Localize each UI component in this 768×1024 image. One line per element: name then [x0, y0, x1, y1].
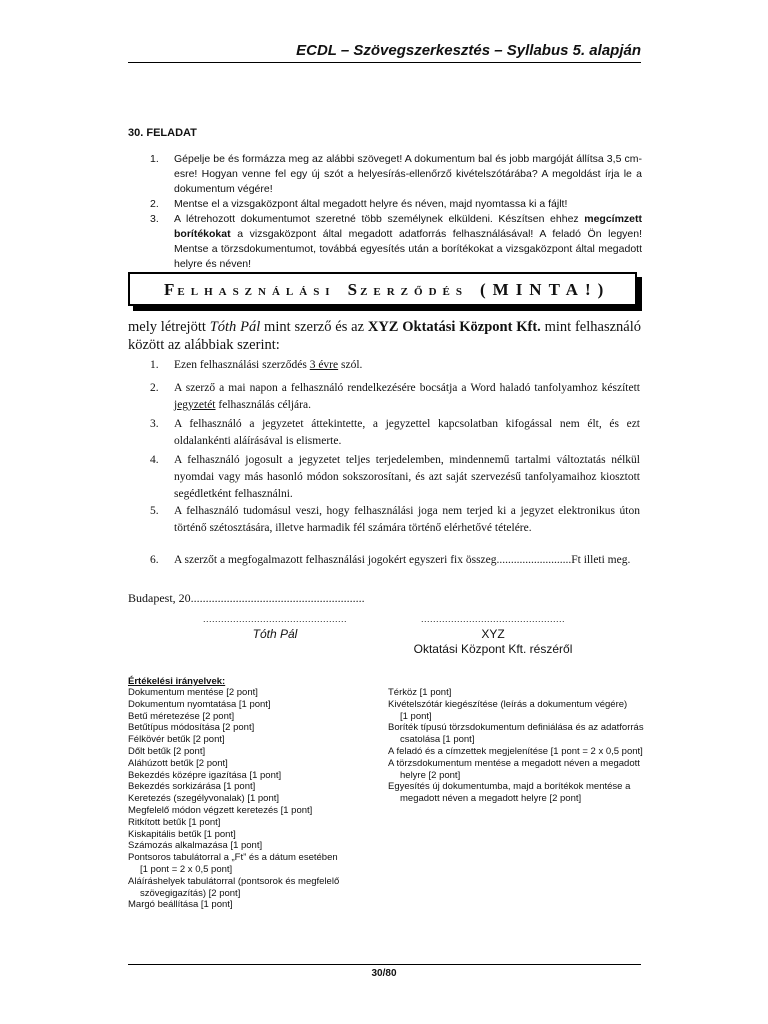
- criteria-item: Kivételszótár kiegészítése (leírás a dokumentum végére): [388, 698, 628, 710]
- contract-item-text: [174, 380, 640, 414]
- contract-item-number: 6.: [150, 554, 159, 566]
- contract-item: [150, 503, 640, 537]
- criteria-item: Megfelelő módon végzett keretezés [1 pont]: [128, 804, 313, 816]
- contract-item-text-a: Ezen felhasználási szerződés: [174, 359, 310, 371]
- signature-right-org: XYZ: [481, 627, 505, 641]
- criteria-item: Margó beállítása [1 pont]: [128, 899, 233, 911]
- contract-item: [150, 452, 640, 503]
- criteria-item: Aláíráshelyek tabulátorral (pontsorok és megfelelő: [128, 875, 340, 887]
- criteria-item: Dokumentum nyomtatása [1 pont]: [128, 698, 271, 710]
- contract-item-number: 3.: [150, 418, 159, 430]
- task-item-text-bold: megcímzett borítékokat: [174, 213, 642, 240]
- contract-item: [150, 380, 640, 414]
- contract-item-text: A felhasználó jogosult a jegyzetet teljes terjedelemben, mindennemű tartalmi változtatás nélkül nyomdai vagy más hasonló módon sokszorosítani, és azt saját szervezésű tanfolyamaihoz kiosztott segédletként felhasználni.: [174, 454, 640, 500]
- criteria-item: Félkövér betűk [2 pont]: [128, 734, 225, 746]
- signature-line: ................................................: [202, 614, 348, 624]
- criteria-item: Dokumentum mentése [2 pont]: [128, 687, 258, 698]
- intro-a: mely létrejött: [128, 319, 210, 335]
- task-item-text: Mentse el a vizsgaközpont által megadott helyre és néven, majd nyomtassa ki a fájlt!: [174, 198, 568, 210]
- contract-item-text: [174, 357, 640, 374]
- criteria-item: Egyesítés új dokumentumba, majd a borítékok mentése a: [388, 781, 631, 793]
- criteria-item: Ritkított betűk [1 pont]: [128, 816, 221, 828]
- criteria-title: Értékelési irányelvek:: [128, 676, 226, 687]
- task-item-number: 2.: [150, 198, 159, 210]
- contract-item-underline: jegyzetét: [174, 399, 216, 411]
- header-title: ECDL – Szövegszerkesztés – Syllabus 5. alapján: [296, 42, 641, 59]
- contract-title: [164, 280, 610, 300]
- criteria-item: Pontsoros tabulátorral a „Ft” és a dátum esetében: [128, 852, 338, 864]
- criteria-item: Betűtípus módosítása [2 pont]: [128, 722, 255, 734]
- criteria-item: megadott néven a megadott helyre [2 pont]: [400, 793, 582, 805]
- intro-c: mint felhasználó között az alábbiak szerint:: [128, 319, 641, 353]
- signature-right-org-desc: Oktatási Központ Kft. részéről: [413, 642, 573, 656]
- task-item: [150, 152, 642, 197]
- criteria-item: csatolása [1 pont]: [400, 734, 475, 746]
- contract-item-text-a: A szerző a mai napon a felhasználó rendelkezésére bocsátja a Word haladó tanfolyamhoz készített: [174, 382, 640, 394]
- criteria-item: Keretezés (szegélyvonalak) [1 pont]: [128, 793, 280, 805]
- contract-item: [150, 552, 640, 569]
- contract-item-text-b: felhasználás céljára.: [215, 399, 311, 411]
- criteria-item: A feladó és a címzettek megjelenítése [1 pont = 2 x 0,5 pont]: [388, 745, 643, 757]
- contract-item-text-b: szól.: [338, 359, 363, 371]
- criteria-item: Dőlt betűk [2 pont]: [128, 745, 206, 757]
- criteria-item: [1 pont]: [400, 710, 432, 722]
- task-item-text: [174, 212, 642, 272]
- task-item-number: 3.: [150, 213, 159, 225]
- contract-title-f-rest: ELHASZNÁLÁSI: [177, 286, 336, 298]
- criteria-item: helyre [2 pont]: [400, 769, 461, 781]
- intro-author: Tóth Pál: [209, 319, 261, 335]
- criteria-item: Számozás alkalmazása [1 pont]: [128, 840, 263, 852]
- intro-paragraph: [128, 318, 641, 354]
- signature-right: [398, 612, 588, 657]
- contract-item-number: 2.: [150, 382, 159, 394]
- task-item: [150, 197, 642, 212]
- contract-title-box: [128, 272, 637, 306]
- contract-item-number: 1.: [150, 359, 159, 371]
- contract-item: [150, 416, 640, 450]
- criteria-item: Bekezdés középre igazítása [1 pont]: [128, 769, 282, 781]
- contract-item-text: A szerzőt a megfogalmazott felhasználási jogokért egyszeri fix összeg..........................Ft illeti meg.: [174, 554, 631, 566]
- signature-left-name: Tóth Pál: [252, 627, 298, 641]
- contract-item-text: A felhasználó a jegyzetet áttekintette, a jegyzettel kapcsolatban kifogással nem élt, és ezt oldalankénti aláírásával is elismerte.: [174, 418, 640, 447]
- contract-title-s: S: [347, 280, 361, 299]
- signature-left: [190, 612, 360, 642]
- contract-item: [150, 357, 640, 374]
- criteria-item: Bekezdés sorkizárása [1 pont]: [128, 781, 256, 793]
- page-number: 30/80: [371, 968, 397, 979]
- header-rule: [128, 62, 641, 63]
- place-date: Budapest, 20..........................................................: [128, 591, 365, 605]
- criteria-item: Boríték típusú törzsdokumentum definiálása és az adatforrás: [388, 722, 644, 734]
- contract-item-underline: 3 évre: [309, 359, 339, 371]
- task-item-text: Gépelje be és formázza meg az alábbi szöveget! A dokumentum bal és jobb margóját állítsa 3,5 cm-esre! Hogyan venne fel egy új szót a helyesírás-ellenőrző kivételszótárába? A megoldást írja le a dokumentum végére!: [174, 153, 642, 195]
- contract-item-number: 4.: [150, 454, 159, 466]
- criteria-item: Aláhúzott betűk [2 pont]: [128, 757, 228, 769]
- contract-item-number: 5.: [150, 505, 159, 517]
- criteria-item: Térköz [1 pont]: [388, 687, 452, 698]
- contract-title-s-rest: ZERZŐDÉS: [360, 286, 468, 298]
- criteria-item: szövegigazítás) [2 pont]: [140, 887, 241, 899]
- task-item-number: 1.: [150, 153, 159, 165]
- task-item-text-b: a vizsgaközpont által megadott adatforrás felhasználásával! A feladó Ön legyen! Mentse a törzsdokumentumot, továbbá egyesítés után a borítékokat a vizsgaközpont által megadott helyre és néven!: [174, 228, 642, 270]
- criteria-item: Kiskapitális betűk [1 pont]: [128, 828, 236, 840]
- contract-item-text: A felhasználó tudomásul veszi, hogy felhasználási joga nem terjed ki a jegyzet elektronikus úton történő szétosztására, illetve harmadik fél számára történő elérhetővé tételére.: [174, 505, 640, 534]
- intro-org: XYZ Oktatási Központ Kft.: [367, 319, 541, 335]
- task-item-text-a: A létrehozott dokumentumot szeretné több személynek elküldeni. Készítsen ehhez: [174, 213, 585, 225]
- contract-title-f: F: [164, 280, 178, 299]
- intro-b: mint szerző és az: [260, 319, 368, 335]
- criteria-item: A törzsdokumentum mentése a megadott néven a megadott: [388, 757, 640, 769]
- contract-title-minta: (MINTA!): [479, 280, 611, 299]
- footer-rule: [128, 964, 641, 965]
- signature-line: ................................................: [420, 614, 566, 624]
- task-item: [150, 212, 642, 272]
- criteria-left: [128, 687, 339, 911]
- criteria-item: [1 pont = 2 x 0,5 pont]: [140, 863, 233, 875]
- criteria-item: Betű méretezése [2 pont]: [128, 710, 235, 722]
- task-list: [150, 152, 642, 272]
- criteria-right: [388, 687, 644, 805]
- task-title: 30. FELADAT: [128, 127, 197, 139]
